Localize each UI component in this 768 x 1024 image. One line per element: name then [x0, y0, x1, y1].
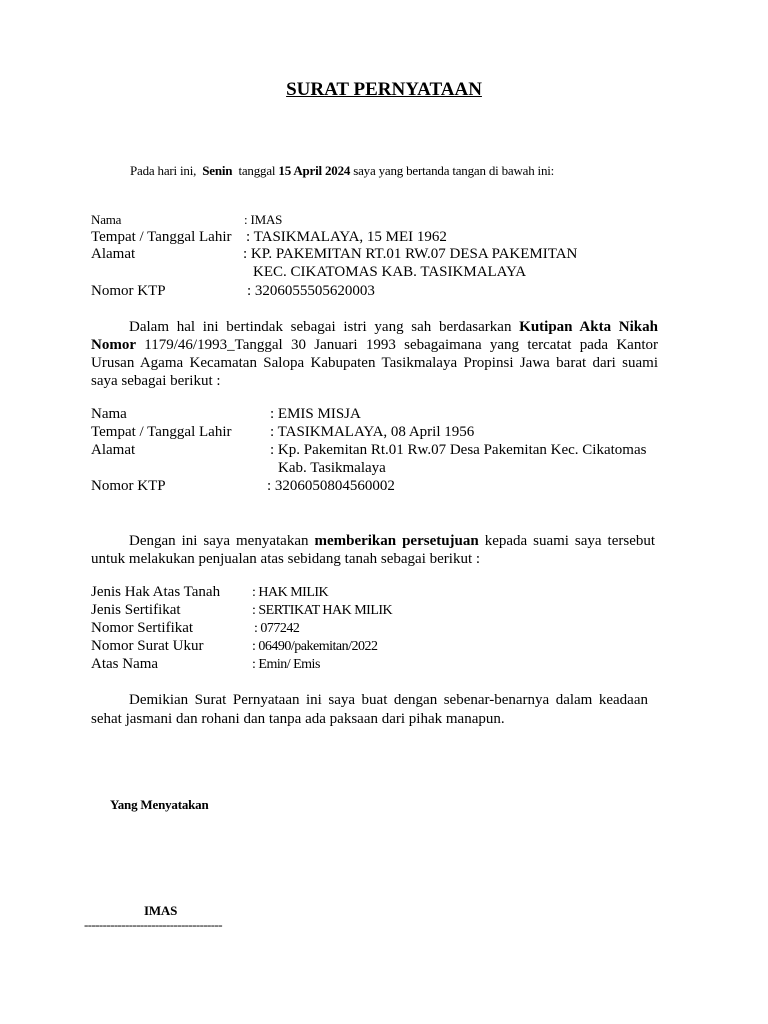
p2-ttl-label: Tempat / Tanggal Lahir [91, 424, 232, 440]
p1-alamat-value-2: KEC. CIKATOMAS KAB. TASIKMALAYA [253, 264, 527, 280]
signature-label: Yang Menyatakan [110, 797, 209, 812]
intro-suffix: saya yang bertanda tangan di bawah ini: [353, 163, 555, 178]
tanah-nomor-sertifikat-value: : 077242 [254, 621, 300, 636]
signature-line: ------------------------------------- [84, 917, 222, 932]
tanah-nomor-surat-ukur-label: Nomor Surat Ukur [91, 638, 204, 654]
para1-text-a: Dalam hal ini bertindak sebagai istri yang sah berdasarkan [129, 319, 512, 335]
para2-bold: memberikan persetujuan [314, 533, 479, 549]
document-title: SURAT PERNYATAAN [286, 79, 482, 100]
tanah-jenis-hak-label: Jenis Hak Atas Tanah [91, 584, 221, 600]
signature-name: IMAS [144, 903, 178, 918]
p2-ttl-value: : TASIKMALAYA, 08 April 1956 [270, 424, 475, 440]
p2-alamat-value-2: Kab. Tasikmalaya [278, 460, 386, 476]
paragraph-akta-nikah [91, 318, 658, 390]
p1-ktp-value: : 3206055505620003 [247, 283, 375, 299]
tanah-nomor-surat-ukur-value: : 06490/pakemitan/2022 [252, 639, 378, 654]
para1-bold: Kutipan Akta Nikah Nomor [91, 319, 658, 353]
tanah-nomor-sertifikat-label: Nomor Sertifikat [91, 620, 194, 636]
p2-alamat-value-1: : Kp. Pakemitan Rt.01 Rw.07 Desa Pakemitan Kec. Cikatomas [270, 442, 647, 458]
tanah-jenis-sertifikat-label: Jenis Sertifikat [91, 602, 181, 618]
paragraph-closing: Demikian Surat Pernyataan ini saya buat dengan sebenar-benarnya dalam keadaan sehat jasmani dan rohani dan tanpa ada paksaan dari pihak manapun. [91, 692, 648, 727]
p1-ttl-label: Tempat / Tanggal Lahir [91, 229, 232, 245]
p1-nama-label: Nama [91, 212, 122, 227]
tanah-atas-nama-label: Atas Nama [91, 656, 159, 672]
p1-nama-value: : IMAS [244, 212, 283, 227]
p1-ttl-value: : TASIKMALAYA, 15 MEI 1962 [246, 229, 447, 245]
para1-text-b: 1179/46/1993_Tanggal 30 Januari 1993 sebagaimana yang tercatat pada Kantor Urusan Agama Kecamatan Salopa Kabupaten Tasikmalaya Propinsi Jawa barat dari suami saya sebagai berikut : [91, 337, 658, 389]
p1-alamat-label: Alamat [91, 246, 136, 262]
intro-date: 15 April 2024 [278, 163, 351, 178]
paragraph-persetujuan [91, 532, 655, 568]
tanah-jenis-sertifikat-value: : SERTIKAT HAK MILIK [252, 603, 393, 618]
p2-nama-value: : EMIS MISJA [270, 406, 361, 422]
intro-day: Senin [202, 163, 233, 178]
tanah-atas-nama-value: : Emin/ Emis [252, 657, 320, 672]
p1-ktp-label: Nomor KTP [91, 283, 166, 299]
p2-alamat-label: Alamat [91, 442, 136, 458]
p2-nama-label: Nama [91, 406, 127, 422]
para2-text-a: Dengan ini saya menyatakan [129, 533, 309, 549]
p1-alamat-value-1: : KP. PAKEMITAN RT.01 RW.07 DESA PAKEMITAN [243, 246, 578, 262]
para2-text-b: kepada suami saya tersebut untuk melakukan penjualan atas sebidang tanah sebagai berikut : [91, 533, 656, 567]
tanah-jenis-hak-value: : HAK MILIK [252, 585, 329, 600]
intro-prefix: Pada hari ini, [130, 163, 197, 178]
p2-ktp-value: : 3206050804560002 [267, 478, 395, 494]
intro-line [130, 163, 554, 179]
p2-ktp-label: Nomor KTP [91, 478, 166, 494]
intro-tanggal: tanggal [238, 163, 276, 178]
